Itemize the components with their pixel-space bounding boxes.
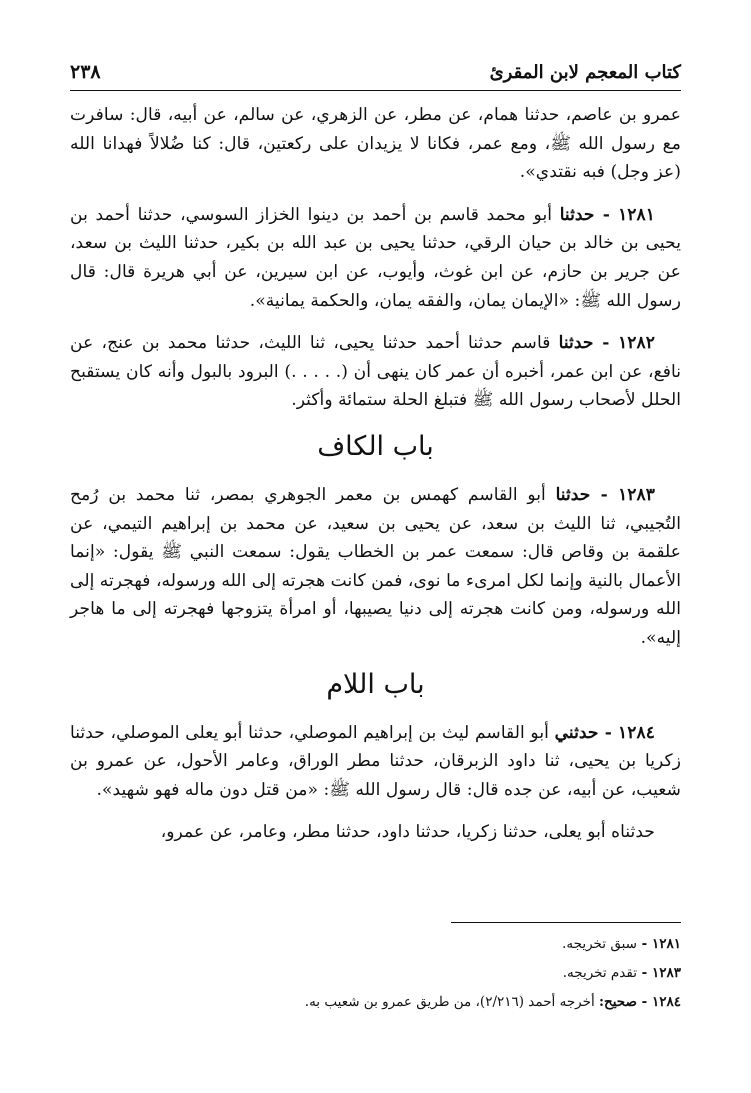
footnote-item: ١٢٨١ - سبق تخريجه. — [562, 936, 681, 952]
hadith-lead-word: حدثنا — [555, 484, 591, 505]
hadith-lead-word: حدثني — [554, 722, 599, 743]
hadith-number: ١٢٨١ — [618, 204, 656, 225]
chapter-heading-kaf: باب الكاف — [317, 430, 434, 462]
footnote-item: ١٢٨٤ - صحيح: أخرجه أحمد (٢/٢١٦)، من طريق عمرو بن شعيب به. — [304, 994, 681, 1010]
hadith-1284: ١٢٨٤ - حدثني أبو القاسم ليث بن إبراهيم الموصلي، حدثنا أبو يعلى الموصلي، حدثنا زكريا بن يحيى، ثنا داود الزبرقان، حدثنا مطر الوراق، وعامر الأحول، عن عمرو بن شعيب، عن أبيه، عن جده قال: قال رسول الله ﷺ: «من قتل دون ماله فهو شهيد». — [70, 722, 681, 800]
hadith-number: ١٢٨٣ — [618, 484, 655, 505]
page-number: ٢٣٨ — [70, 61, 101, 83]
running-title: كتاب المعجم لابن المقرئ — [489, 61, 681, 83]
hadith-text: أبو محمد قاسم بن أحمد بن دينوا الخزاز السوسي، حدثنا أحمد بن يحيى بن خالد بن حيان الرقي، حدثنا يحيى بن عبد الله بن بكير، حدثنا الليث بن سعد، عن جرير بن حازم، عن ابن غوث، وأيوب، عن ابن سيرين، عن أبي هريرة قال: قال رسول الله ﷺ: «الإيمان يمان، والفقه يمان، والحكمة يمانية». — [70, 204, 681, 311]
hadith-1284-chain: حدثناه أبو يعلى، حدثنا زكريا، حدثنا داود، حدثنا مطر، وعامر، عن عمرو، — [160, 822, 655, 843]
continued-paragraph: عمرو بن عاصم، حدثنا همام، عن مطر، عن الزهري، عن سالم، عن أبيه، قال: سافرت مع رسول الله ﷺ، ومع عمر، فكانا لا يزيدان على ركعتين، قال: كنا ضُلالاً فهدانا الله (عز وجل) فبه نقتدي». — [70, 105, 681, 183]
footnote-rule — [451, 922, 681, 923]
footnotes — [70, 930, 681, 1017]
hadith-text: قاسم حدثنا أحمد حدثنا يحيى، ثنا الليث، حدثنا محمد بن عنج، عن نافع، عن ابن عمر، أخبره أن عمر كان ينهى أن (. . . . .) البرود بالبول وأنه كان يستقبح الحلل لأصحاب رسول الله ﷺ فتبلغ الحلة ستمائة وأكثر. — [70, 333, 681, 411]
footnote-item: ١٢٨٣ - تقدم تخريجه. — [562, 965, 681, 981]
header-rule — [70, 90, 681, 91]
hadith-number: ١٢٨٤ — [618, 722, 655, 743]
hadith-1282: ١٢٨٢ - حدثنا قاسم حدثنا أحمد حدثنا يحيى، ثنا الليث، حدثنا محمد بن عنج، عن نافع، عن ابن عمر، أخبره أن عمر كان ينهى أن (. . . . .) البرود بالبول وأنه كان يستقبح الحلل لأصحاب رسول الله ﷺ فتبلغ الحلة ستمائة وأكثر. — [70, 333, 681, 411]
hadith-text: أبو القاسم كهمس بن معمر الجوهري بمصر، ثنا محمد بن رُمح التُجيبي، ثنا الليث بن سعد، عن يحيى بن سعيد، عن محمد بن إبراهيم التيمي، عن علقمة بن وقاص قال: سمعت عمر بن الخطاب يقول: سمعت النبي ﷺ يقول: «إنما الأعمال بالنية وإنما لكل امرىء ما نوى، فمن كانت هجرته إلى الله ورسوله، فهجرته إلى الله ورسوله، ومن كانت هجرته إلى دنيا يصيبها، أو امرأة يتزوجها فهجرته إلى ما هاجر إليه». — [70, 484, 681, 648]
hadith-1283: ١٢٨٣ - حدثنا أبو القاسم كهمس بن معمر الجوهري بمصر، ثنا محمد بن رُمح التُجيبي، ثنا الليث بن سعد، عن يحيى بن سعيد، عن محمد بن إبراهيم التيمي، عن علقمة بن وقاص قال: سمعت عمر بن الخطاب يقول: سمعت النبي ﷺ يقول: «إنما الأعمال بالنية وإنما لكل امرىء ما نوى، فمن كانت هجرته إلى الله ورسوله، فهجرته إلى الله ورسوله، ومن كانت هجرته إلى دنيا يصيبها، أو امرأة يتزوجها فهجرته إلى ما هاجر إليه». — [70, 484, 681, 648]
hadith-lead-word: حدثنا — [559, 204, 595, 225]
hadith-1281: ١٢٨١ - حدثنا أبو محمد قاسم بن أحمد بن دينوا الخزاز السوسي، حدثنا أحمد بن يحيى بن خالد بن حيان الرقي، حدثنا يحيى بن عبد الله بن بكير، حدثنا الليث بن سعد، عن جرير بن حازم، عن ابن غوث، وأيوب، عن ابن سيرين، عن أبي هريرة قال: قال رسول الله ﷺ: «الإيمان يمان، والفقه يمان، والحكمة يمانية». — [70, 204, 681, 311]
page-header — [70, 58, 681, 86]
chapter-heading-lam: باب اللام — [326, 668, 425, 700]
hadith-text: أبو القاسم ليث بن إبراهيم الموصلي، حدثنا أبو يعلى الموصلي، حدثنا زكريا بن يحيى، ثنا داود الزبرقان، حدثنا مطر الوراق، وعامر الأحول، عن عمرو بن شعيب، عن أبيه، عن جده قال: قال رسول الله ﷺ: «من قتل دون ماله فهو شهيد». — [70, 722, 681, 800]
hadith-lead-word: حدثنا — [558, 333, 594, 354]
hadith-number: ١٢٨٢ — [618, 333, 655, 354]
page-body — [70, 101, 681, 847]
